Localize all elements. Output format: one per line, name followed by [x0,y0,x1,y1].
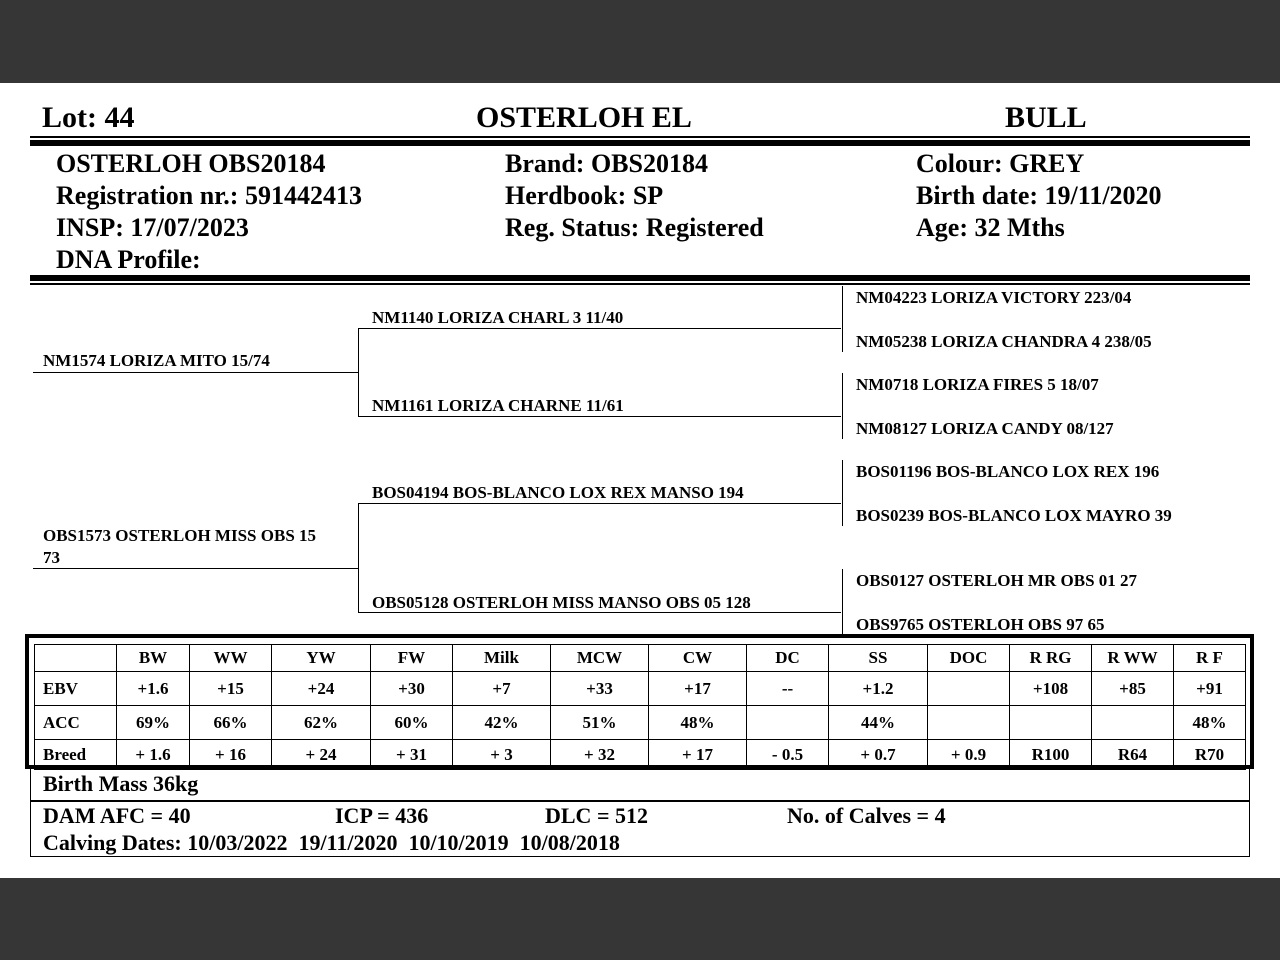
ebv-cell: +17 [649,672,747,706]
col-header: FW [371,645,453,672]
acc-cell: 44% [829,706,928,740]
ebv-cell: +7 [453,672,551,706]
age: Age: 32 Mths [916,213,1065,242]
breed-cell: + 1.6 [117,740,190,770]
birth-mass: Birth Mass 36kg [43,771,199,796]
herdbook: Herdbook: SP [505,181,664,210]
ebv-cell: +85 [1092,672,1174,706]
ss-line [358,328,841,329]
ebv-frame-top [25,634,1254,638]
breed-cell: + 3 [453,740,551,770]
dam-afc: DAM AFC = 40 [43,803,191,828]
dam-bracket [358,503,359,612]
ebv-cell: +1.2 [829,672,928,706]
ebv-cell: +91 [1174,672,1246,706]
colour: Colour: GREY [916,149,1085,178]
ss-bracket [842,286,843,352]
ds-bracket [842,460,843,526]
reg-status: Reg. Status: Registered [505,213,764,242]
breed-cell: R64 [1092,740,1174,770]
animal-id: OSTERLOH OBS20184 [56,149,326,178]
acc-cell: 51% [551,706,649,740]
registration-number: Registration nr.: 591442413 [56,181,362,210]
col-header: Milk [453,645,551,672]
col-header: SS [829,645,928,672]
acc-cell: 62% [272,706,371,740]
col-header: R WW [1092,645,1174,672]
sd-bracket [842,373,843,439]
animal-sex: BULL [1005,101,1087,134]
acc-row [35,706,1246,740]
breed-cell: + 24 [272,740,371,770]
col-header: CW [649,645,747,672]
pedigree-sire-sire: NM1140 LORIZA CHARL 3 11/40 [372,308,624,327]
pedigree-dam-sire: BOS04194 BOS-BLANCO LOX REX MANSO 194 [372,483,744,502]
breed-cell: R70 [1174,740,1246,770]
acc-cell: 48% [1174,706,1246,740]
acc-cell: 48% [649,706,747,740]
pedigree-dss: BOS01196 BOS-BLANCO LOX REX 196 [856,462,1160,481]
brand: Brand: OBS20184 [505,149,708,178]
pedigree-dam-line1: OBS1573 OSTERLOH MISS OBS 15 [43,526,317,545]
acc-cell [1092,706,1174,740]
acc-cell: 42% [453,706,551,740]
row-label: ACC [35,706,117,740]
acc-cell [747,706,829,740]
breed-cell: + 31 [371,740,453,770]
breed-cell: + 32 [551,740,649,770]
animal-name: OSTERLOH EL [476,101,692,134]
birth-mass-box [30,769,1250,801]
col-header: BW [117,645,190,672]
lot-number: Lot: 44 [42,101,135,134]
sire-line [33,372,359,373]
ebv-corner-cell [35,645,117,672]
lot-sheet [0,83,1280,878]
breed-row [35,740,1246,770]
pedigree-ddd: OBS9765 OSTERLOH OBS 97 65 [856,615,1105,634]
info-rule-thin [30,283,1250,285]
pedigree-dam-dam: OBS05128 OSTERLOH MISS MANSO OBS 05 128 [372,593,751,612]
pedigree-sds: NM0718 LORIZA FIRES 5 18/07 [856,375,1099,394]
pedigree-dds: OBS0127 OSTERLOH MR OBS 01 27 [856,571,1138,590]
number-of-calves: No. of Calves = 4 [787,803,946,828]
ebv-header-row [35,645,1246,672]
sire-bracket [358,328,359,416]
breed-cell: - 0.5 [747,740,829,770]
icp: ICP = 436 [335,803,429,828]
col-header: WW [190,645,272,672]
acc-cell [928,706,1010,740]
acc-cell [1010,706,1092,740]
breed-cell: + 17 [649,740,747,770]
dlc: DLC = 512 [545,803,648,828]
ebv-cell: +1.6 [117,672,190,706]
dna-profile: DNA Profile: [56,245,201,274]
ebv-cell: +15 [190,672,272,706]
header-rule-thick [30,140,1250,146]
row-label: EBV [35,672,117,706]
ebv-cell: +33 [551,672,649,706]
row-label: Breed [35,740,117,770]
sd-line [358,416,841,417]
breed-cell: + 0.7 [829,740,928,770]
acc-cell: 60% [371,706,453,740]
acc-cell: 66% [190,706,272,740]
calving-dates: Calving Dates: 10/03/2022 19/11/2020 10/10/2019 10/08/2018 [43,830,620,855]
breed-cell: + 16 [190,740,272,770]
dd-bracket [842,569,843,635]
pedigree-sss: NM04223 LORIZA VICTORY 223/04 [856,288,1132,307]
ebv-cell: +108 [1010,672,1092,706]
breed-cell: R100 [1010,740,1092,770]
ebv-cell: +24 [272,672,371,706]
col-header: DOC [928,645,1010,672]
pedigree-ssd: NM05238 LORIZA CHANDRA 4 238/05 [856,332,1152,351]
ebv-cell: +30 [371,672,453,706]
birth-date: Birth date: 19/11/2020 [916,181,1162,210]
acc-cell: 69% [117,706,190,740]
dam-line [33,568,359,569]
ebv-frame-right [1250,634,1254,769]
pedigree-sire-dam: NM1161 LORIZA CHARNE 11/61 [372,396,624,415]
ebv-table [34,644,1246,770]
pedigree-dam-line2: 73 [43,548,60,567]
inspection-date: INSP: 17/07/2023 [56,213,249,242]
col-header: DC [747,645,829,672]
header-rule-thin [30,136,1250,138]
col-header: YW [272,645,371,672]
ds-line [358,503,841,504]
pedigree-dsd: BOS0239 BOS-BLANCO LOX MAYRO 39 [856,506,1172,525]
col-header: R RG [1010,645,1092,672]
ebv-row [35,672,1246,706]
pedigree-sire: NM1574 LORIZA MITO 15/74 [43,351,270,370]
dd-line [358,612,841,613]
ebv-frame-left [25,634,29,769]
ebv-cell [928,672,1010,706]
ebv-cell: -- [747,672,829,706]
info-rule-thick [30,275,1250,281]
col-header: MCW [551,645,649,672]
breed-cell: + 0.9 [928,740,1010,770]
pedigree-sdd: NM08127 LORIZA CANDY 08/127 [856,419,1114,438]
col-header: R F [1174,645,1246,672]
